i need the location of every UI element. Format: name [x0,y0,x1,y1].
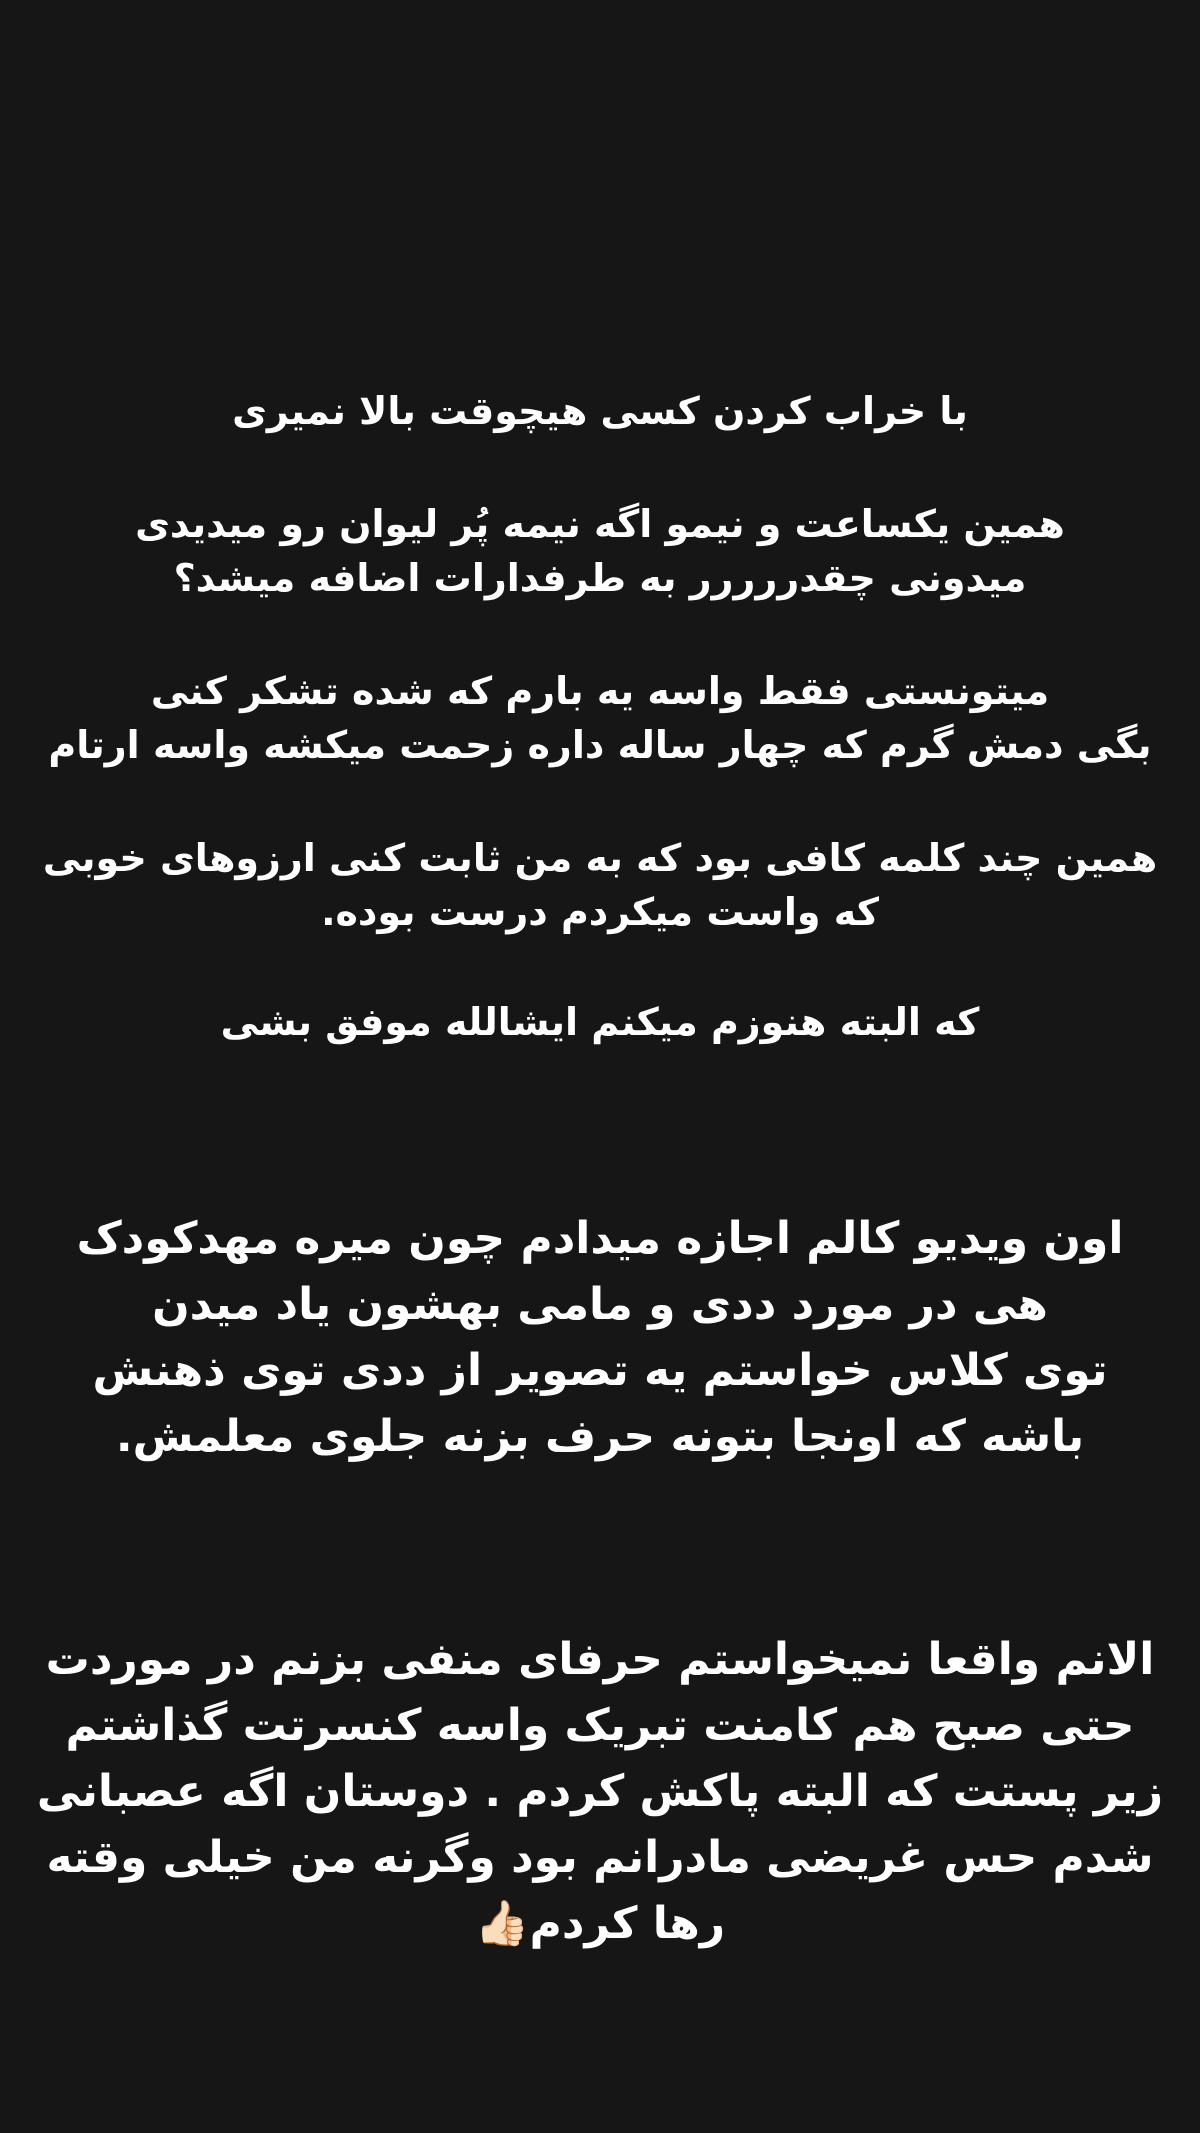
story-text-line: همین چند کلمه کافی بود که به من ثابت کنی ارزوهای خوبی [42,836,1158,880]
story-text-line: حتی صبح هم کامنت تبریک واسه کنسرتت گذاشتم [65,1700,1135,1751]
story-text-line: هی در مورد ددی و مامی بهشون یاد میدن [152,1279,1048,1330]
story-text-line: میدونی چقدررررر به طرفدارات اضافه میشد؟ [173,556,1027,600]
story-text-line: که البته هنوزم میکنم ایشالله موفق بشی [220,1000,980,1044]
story-text-line: شدم حس غریضی مادرانم بود وگرنه من خیلی وقته [46,1832,1154,1883]
story-text-line: الانم واقعا نمیخواستم حرفای منفی بزنم در موردت [45,1634,1155,1685]
story-text-line: اون ویدیو کالم اجازه میدادم چون میره مهدکودک [76,1213,1124,1264]
story-text-line: باشه که اونجا بتونه حرف بزنه جلوی معلمش. [115,1411,1085,1462]
story-text-line: که واست میکردم درست بوده. [321,890,879,934]
story-text-line: همین یکساعت و نیمو اگه نیمه پُر لیوان رو میدیدی [135,502,1065,546]
story-text-line: میتونستی فقط واسه یه بارم که شده تشکر کنی [150,669,1050,713]
story-text-line: زیر پستت که البته پاکش کردم . دوستان اگه عصبانی [36,1766,1164,1817]
story-text-line: رها کردم👍🏻 [474,1898,726,1949]
story-text-line: توی کلاس خواستم یه تصویر از ددی توی ذهنش [92,1345,1108,1396]
story-text-line: با خراب کردن کسی هیچوقت بالا نمیری [232,389,968,433]
story-text-line: بگی دمش گرم که چهار ساله داره زحمت میکشه واسه ارتام [48,723,1152,767]
